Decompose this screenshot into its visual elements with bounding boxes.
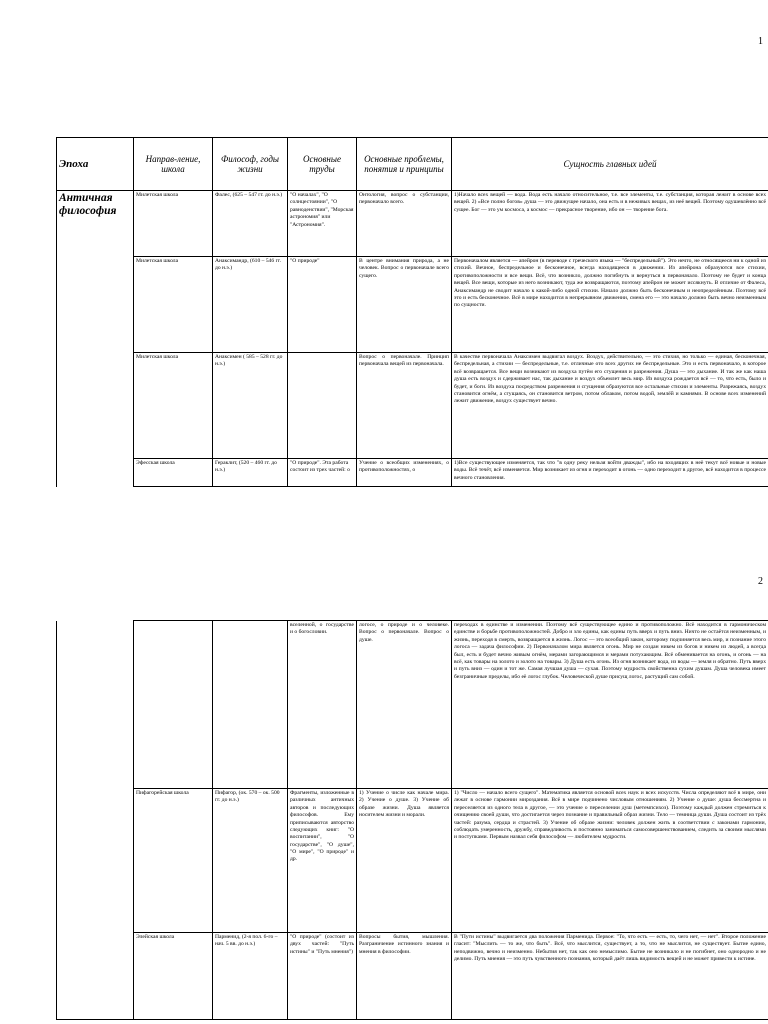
page-number: 2: [758, 576, 763, 587]
header-philosopher: Философ, годы жизни: [213, 138, 288, 191]
school-cell: Эфесская школа: [136, 460, 175, 466]
philosopher-cell: Фалес, (625 – 547 гг. до н.э.): [215, 192, 283, 198]
school-cell: Милетская школа: [136, 258, 179, 264]
header-problems: Основные проблемы, понятия и принципы: [357, 138, 452, 191]
philosophy-table-page-1: [56, 137, 768, 487]
works-cell: "О природе" (состоит из двух частей: "Путь истины" и "Путь мнения"): [290, 934, 354, 955]
ideas-cell: Первоначалом является — апейрон (в переводе с греческого языка — "беспредельный"). Это нечто, не относящееся ни к одной из стихий. Вечное, беспредельное и бесконечное, всегда находящееся в движении. Из апейрона образуются все стихии, противоположности и все вещи. Всё, что возникло, должно погибнуть и вернуться в первоначало. Поэтому не будет и конца вещей. Все вещи, которые из него возникают, туда же возвращаются, поэтому апейрон не может иссякнуть. В отличие от Фалеса, Анаксимандр не сводит начало к какой-либо одной стихии. Начало должно быть бесконечным и неопределённым. Поэтому всё это и есть бесконечное. Всё в мире находится в непрерывном движении, смена его — это начало должно быть вечно неизменным по сущности.: [454, 258, 766, 309]
header-ideas: Сущность главных идей: [452, 138, 768, 191]
philosopher-cell: Анаксимен ( 585 – 528 гг. до н.э.): [215, 354, 283, 368]
table-row: [57, 933, 768, 1020]
philosopher-cell: Парменид, (2-я пол. 6-го – нач. 5 вв. до н.э.): [215, 934, 278, 948]
school-cell: Элейская школа: [136, 934, 175, 940]
table-row: [57, 789, 768, 933]
philosopher-cell: Пифагор, (ок. 570 – ок. 500 гг. до н.э.): [215, 790, 280, 804]
philosopher-cell: Гераклит, (520 – 460 гг. до н.э.): [215, 460, 277, 474]
ideas-cell: В качестве первоначала Анаксимен выдвигал воздух. Воздух, действительно, — это стихия, но только — единая, бесконечная, беспредельная, а стихии — беспредельные, т.е. отличные ото всех других не беспредельные. Это и есть первоначало, в которое всё возвращается. Все вещи возникают из воздуха путём его сгущения и разрежения. Душа — это дыхание. И так же как наша душа есть воздух и сдерживает нас, так дыхание и воздух объемлет весь мир. Из воздуха рождается всё — то, что есть, было и будет, и боги. Из воздуха посредством разрежения и сгущения образуются все остальные стихии и элементы. Разрежаясь, воздух становится огнём, а сгущаясь, он становится ветром, потом облаком, потом водой, землёй и камнями. В основе всех изменений лежит движение, воздух существует вечно.: [454, 354, 766, 405]
problems-cell: логосе, о природе и о человеке. Вопрос о первоначале. Вопрос о душе.: [359, 622, 449, 643]
page-number: 1: [758, 36, 763, 47]
problems-cell: Онтология, вопрос о субстанции, первоначало всего.: [359, 192, 449, 206]
works-cell: "О природе": [290, 258, 320, 264]
works-cell: "О началах", "О солнцестоянии", "О равноденствии", "Морская астрономия" или "Астрономия".: [290, 192, 354, 228]
header-epoch: Эпоха: [57, 138, 134, 191]
problems-cell: 1) Учение о числе как начале мира. 2) Учение о душе. 3) Учение об образе жизни. Душа является носителем жизни и морали.: [359, 790, 449, 819]
ideas-cell: В "Пути истины" выдвигается два положения Парменида. Первое: "То, что есть — есть, то, чего нет, — нет". Второе положение гласит: "Мыслить — то же, что быть". Всё, что мыслится, существует, а то, что не мыслится, не существует. Бытие едино, неподвижно, вечно и неизменно. Небытия нет, так как оно немыслимо. Бытие не возникало и не погибнет, оно однородно и не делимо. Путь мнения — это путь чувственного познания, который даёт лишь видимость вещей и не может привести к истине.: [454, 934, 766, 963]
problems-cell: Вопрос о первоначале. Принцип первоначала вещей из первоначала.: [359, 354, 449, 368]
problems-cell: Вопросы бытия, мышления. Разграничение истинного знания и мнения в философии.: [359, 934, 449, 955]
ideas-cell: 1) "Число — начало всего сущего". Математика является основой всех наук и всех искусств. Числа определяют всё в мире, они лежат в основе гармонии мироздания. Всё в мире подчинено числовым отношениям. 2) Учение о душе: душа бессмертна и переселяется из одного тела в другое, — это учение о переселении душ (метемпсихоз). Поэтому каждый должен стремиться к очищению своей души, что достигается через познание и правильный образ жизни. Тело — темница души. Душа состоит из трёх частей: разума, сердца и страстей. 3) Учение об образе жизни: человек должен жить в соответствии с законами гармонии, соблюдать умеренность, дружбу, справедливость и постоянно заниматься самосовершенствованием, следить за своими мыслями и поступками. Первым назвал себя философом — любителем мудрости.: [454, 790, 766, 841]
school-cell: Милетская школа: [136, 354, 179, 360]
ideas-cell: 1)Начало всех вещей — вода. Вода есть начало относительное, т.е. все элементы, т.е. субстанция, которая лежит в основе всех вещей. 2) «Все полно богов» душа — это движущее начало, она есть и в неживых вещах, из неё вещей. Поэтому одушевлённо всё сущее. Бог — это ум космоса, а космос — прекрасное творение, ибо он — творение бога.: [454, 192, 766, 213]
works-cell: "О природе". Эта работа состоит из трех частей: о: [290, 460, 350, 474]
table-row: [57, 257, 768, 353]
table-row: [57, 621, 768, 789]
table-row: [57, 353, 768, 459]
ideas-cell: 1)Все существующее изменяется, так что "в одну реку нельзя войти дважды", ибо на входящих в неё текут всё новые и новые воды. Всё течёт, всё изменяется. Мир возникает из огня и переходит в огонь — одно переходит в другое, всё находится в процессе вечного становления.: [454, 460, 766, 481]
works-cell: Фрагменты, изложенные в различных античных авторов и последующих философов. Ему приписываются авторство следующих книг: "О воспитании", "О государстве", "О душе", "О мире", "О природе" и др.: [290, 790, 354, 863]
ideas-cell: переходах в единстве и изменении. Поэтому всё существующее едино и противоположно. Всё находится в гармоническом единстве и борьбе противоположностей. Добро и зло едины, как едины путь вверх и путь вниз. Ничто не остаётся неизменным, и жизнь, переходя в смерть, возвращается в жизнь. Логос — это всеобщий закон, которому подчиняется весь мир, и познание этого логоса — задача философии. 2) Первоначалом мира является огонь. Мир не создан никем из богов и никем из людей, а всегда был, есть и будет вечно живым огнём, мерами загорающимся и мерами потухающим. Всё обменивается на огонь, и огонь — на всё, как товары на золото и золото на товары. 3) Душа есть огонь. Из огня возникает вода, из воды — земля и обратно. Путь вверх и путь вниз — один и тот же. Самая лучшая душа — сухая. Поэтому мудрость свойственна сухим душам. Душа человека имеет безграничные пределы, ибо её логос глубок. Человеческой душе присущ логос, растущий сам собой.: [454, 622, 766, 680]
problems-cell: В центре внимания природа, а не человек. Вопрос о первоначале всего сущего.: [359, 258, 449, 279]
philosophy-table-page-2: [56, 620, 768, 1020]
problems-cell: Учение о всеобщих изменениях, о противоположностях, о: [359, 460, 449, 474]
table-row: [57, 191, 768, 257]
header-works: Основные труды: [288, 138, 357, 191]
era-label: Античная философия: [59, 192, 117, 217]
works-cell: вселенной, о государстве и о богословии.: [290, 622, 354, 636]
header-direction: Направ-ление, школа: [134, 138, 213, 191]
school-cell: Милетская школа: [136, 192, 179, 198]
table-row: [57, 459, 768, 487]
philosopher-cell: Анаксимандр, (610 – 546 гг. до н.э.): [215, 258, 281, 272]
school-cell: Пифагорейская школа: [136, 790, 189, 796]
